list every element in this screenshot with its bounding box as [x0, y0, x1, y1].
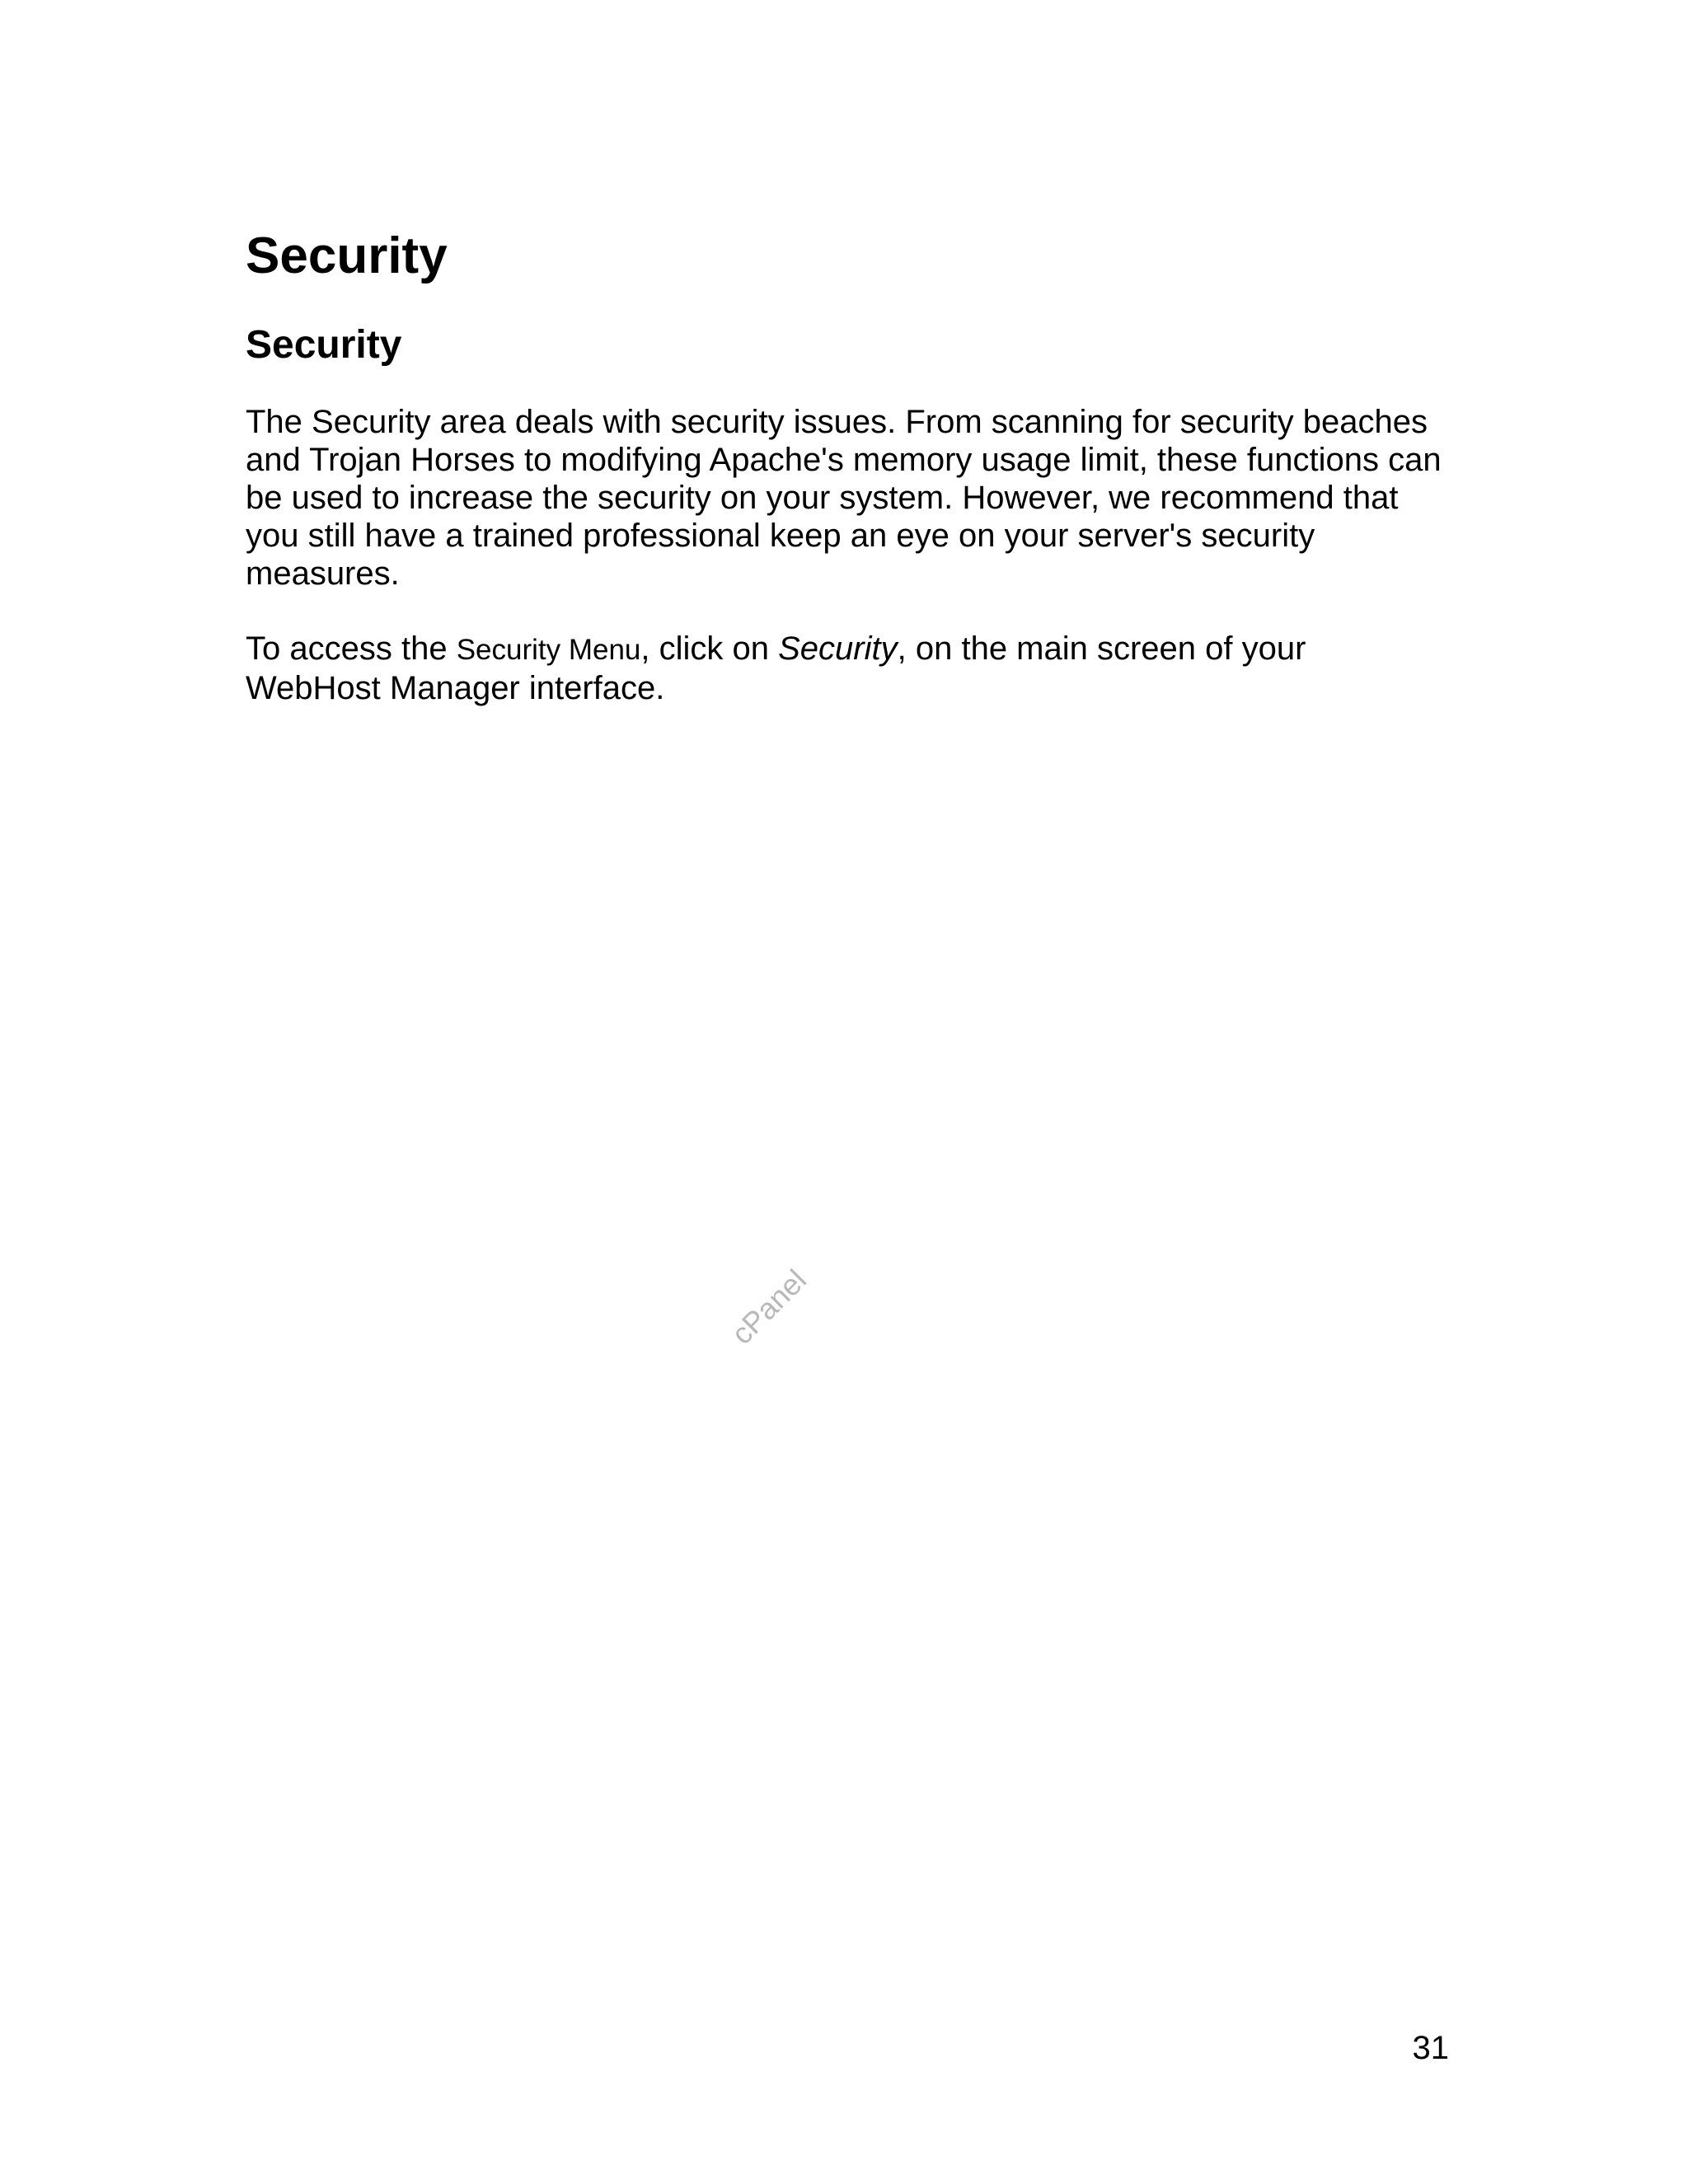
security-link-term: Security [778, 630, 898, 667]
cpanel-watermark: cPanel [724, 1263, 814, 1352]
access-paragraph [246, 630, 1449, 707]
intro-paragraph: The Security area deals with security issues. From scanning for security beaches and Trojan Horses to modifying Apache's memory usage limit, these functions can be used to increase the security on your system. However, we recommend that you still have a trained professional keep an eye on your server's security measures. [246, 404, 1442, 592]
security-menu-term: Security Menu [456, 634, 641, 666]
access-text-start: To access the [246, 630, 457, 667]
access-text-end: , on the main screen of your WebHost Manager interface. [246, 630, 1306, 706]
page-number: 31 [1412, 2030, 1449, 2066]
access-text-middle: , click on [640, 630, 779, 667]
page-content [246, 227, 1449, 707]
page-heading: Security [246, 227, 448, 284]
section-subheading: Security [246, 323, 402, 367]
